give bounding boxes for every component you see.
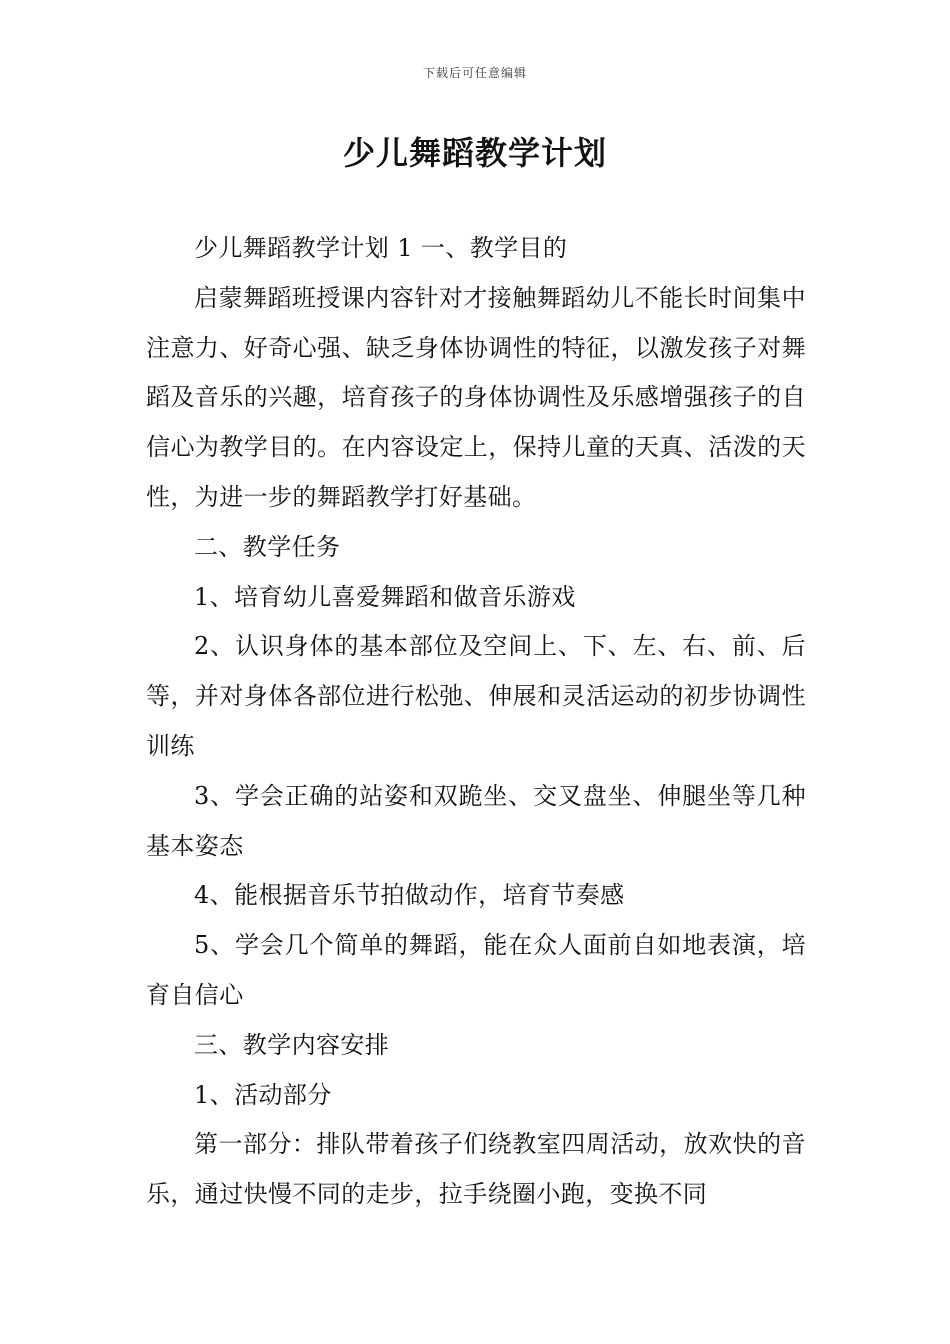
document-title: 少儿舞蹈教学计划: [342, 134, 607, 172]
paragraph: 少儿舞蹈教学计划 1 一、教学目的: [194, 234, 568, 262]
paragraph: 第一部分：排队带着孩子们绕教室四周活动，放欢快的音乐，通过快慢不同的走步，拉手绕圈小跑，变换不同: [146, 1130, 806, 1209]
paragraph: 启蒙舞蹈班授课内容针对才接触舞蹈幼儿不能长时间集中注意力、好奇心强、缺乏身体协调性的特征，以激发孩子对舞蹈及音乐的兴趣，培育孩子的身体协调性及乐感增强孩子的自信心为教学目的。在内容设定上，保持儿童的天真、活泼的天性，为进一步的舞蹈教学打好基础。: [146, 283, 806, 511]
header-note: 下载后可任意编辑: [422, 66, 527, 80]
paragraph: 1、活动部分: [194, 1080, 332, 1109]
paragraph: 1、培育幼儿喜爱舞蹈和做音乐游戏: [194, 582, 576, 611]
paragraph: 三、教学内容安排: [194, 1030, 390, 1059]
paragraph: 4、能根据音乐节拍做动作，培育节奏感: [194, 881, 625, 910]
paragraph: 二、教学任务: [194, 532, 341, 561]
document-body: [146, 224, 806, 1220]
paragraph: 2、认识身体的基本部位及空间上、下、左、右、前、后等，并对身体各部位进行松弛、伸展和灵活运动的初步协调性训练: [146, 632, 806, 760]
paragraph: 5、学会几个简单的舞蹈，能在众人面前自如地表演，培育自信心: [146, 931, 806, 1009]
paragraph: 3、学会正确的站姿和双跪坐、交叉盘坐、伸腿坐等几种基本姿态: [146, 781, 806, 860]
